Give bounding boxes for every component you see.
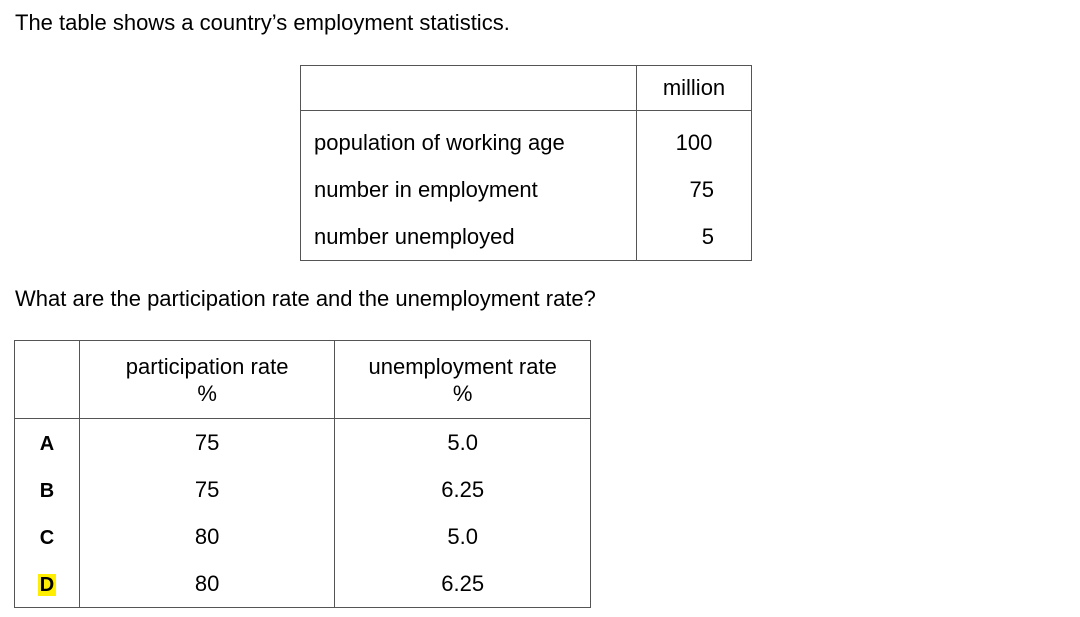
option-letter: A [39, 432, 55, 455]
employment-stats-table [300, 65, 752, 261]
option-participation-value: 80 [79, 513, 335, 560]
option-letter-highlighted: D [39, 573, 55, 596]
participation-rate-header-label: participation rate [125, 353, 289, 379]
stats-row-value: 5 [701, 223, 714, 249]
participation-rate-header [79, 341, 335, 419]
stats-row [301, 213, 752, 261]
option-unemployment-value: 5.0 [335, 419, 591, 467]
stats-row-value-cell [637, 213, 752, 261]
stats-row-value-cell [637, 166, 752, 213]
stats-row-label: population of working age [301, 111, 637, 167]
answer-options-table [14, 340, 591, 608]
option-unemployment-value: 5.0 [335, 513, 591, 560]
unemployment-rate-header-unit: % [452, 380, 473, 406]
option-participation-value: 80 [79, 560, 335, 608]
options-header-empty-cell [15, 341, 80, 419]
option-participation-value: 75 [79, 419, 335, 467]
option-row-a[interactable] [15, 419, 591, 467]
stats-header-row [301, 66, 752, 111]
stats-row-label: number in employment [301, 166, 637, 213]
stats-header-unit: million [637, 66, 752, 111]
question-text: What are the participation rate and the unemployment rate? [15, 286, 596, 311]
unemployment-rate-header-label: unemployment rate [368, 353, 557, 379]
stats-row-value: 100 [637, 111, 752, 167]
option-row-b[interactable] [15, 466, 591, 513]
option-row-d[interactable] [15, 560, 591, 608]
stats-row-value: 75 [689, 176, 714, 202]
option-letter: B [39, 479, 55, 502]
option-letter-cell [15, 419, 80, 467]
option-unemployment-value: 6.25 [335, 560, 591, 608]
options-header-row [15, 341, 591, 419]
participation-rate-header-unit: % [197, 380, 217, 406]
option-letter-cell [15, 513, 80, 560]
stats-row [301, 111, 752, 167]
option-letter-cell [15, 466, 80, 513]
stats-row-label: number unemployed [301, 213, 637, 261]
option-letter: C [39, 526, 55, 549]
option-participation-value: 75 [79, 466, 335, 513]
option-row-c[interactable] [15, 513, 591, 560]
stats-row [301, 166, 752, 213]
unemployment-rate-header [335, 341, 591, 419]
intro-text: The table shows a country’s employment statistics. [15, 10, 510, 35]
option-unemployment-value: 6.25 [335, 466, 591, 513]
stats-header-empty-cell [301, 66, 637, 111]
option-letter-cell [15, 560, 80, 608]
